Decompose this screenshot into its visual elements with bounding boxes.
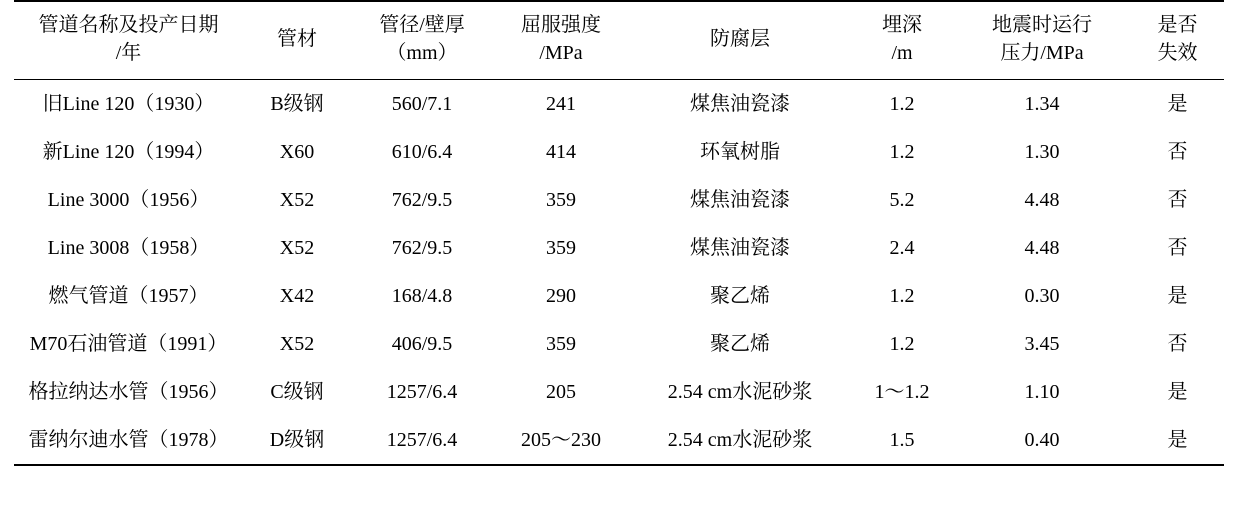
column-header-line2: /m (891, 41, 913, 64)
cell-pipeline-name: 雷纳尔迪水管（1978） (14, 416, 243, 465)
table-row (14, 224, 1224, 272)
cell-burial-depth: 5.2 (889, 189, 915, 212)
cell-material: X60 (279, 141, 315, 164)
cell-material: X42 (279, 285, 315, 308)
table-body (14, 80, 1224, 466)
cell-operating-pressure: 4.48 (1024, 237, 1060, 260)
cell-diameter-thickness: 1257/6.4 (386, 381, 458, 404)
column-header-material (243, 1, 351, 80)
column-header-burial-depth (851, 1, 953, 80)
table-row (14, 368, 1224, 416)
column-header-operating-pressure (953, 1, 1131, 80)
column-header-line2: /MPa (539, 41, 583, 64)
cell-material: D级钢 (243, 416, 351, 465)
column-header-failure (1131, 1, 1224, 80)
cell-operating-pressure: 0.40 (953, 416, 1131, 465)
cell-material: X52 (279, 333, 315, 356)
cell-yield-strength: 359 (546, 333, 576, 356)
table-row (14, 320, 1224, 368)
cell-failure: 否 (1167, 237, 1188, 260)
cell-operating-pressure: 3.45 (1024, 333, 1060, 356)
cell-failure: 否 (1167, 189, 1188, 212)
column-header-line1: 管道名称及投产日期 (38, 14, 219, 36)
cell-pipeline-name: Line 3000（1956） (47, 189, 210, 212)
cell-coating: 2.54 cm水泥砂浆 (667, 381, 813, 404)
cell-operating-pressure: 1.10 (1024, 381, 1060, 404)
column-header-line2: 失效 (1157, 41, 1198, 64)
cell-pipeline-name: Line 3008（1958） (47, 237, 210, 260)
table-header-row (14, 1, 1224, 80)
column-header-yield-strength (493, 1, 629, 80)
cell-burial-depth: 1.2 (889, 93, 915, 116)
cell-burial-depth: 1.5 (851, 416, 953, 465)
cell-burial-depth: 2.4 (889, 237, 915, 260)
column-header-line1: 埋深 (882, 14, 922, 36)
cell-burial-depth: 1.2 (889, 333, 915, 356)
cell-failure: 是 (1131, 416, 1224, 465)
table-row (14, 272, 1224, 320)
cell-pipeline-name: 新Line 120（1994） (42, 141, 215, 164)
table-row (14, 128, 1224, 176)
cell-diameter-thickness: 1257/6.4 (351, 416, 493, 465)
cell-material: C级钢 (270, 381, 324, 404)
cell-material: X52 (279, 237, 315, 260)
cell-pipeline-name: M70石油管道（1991） (29, 333, 228, 356)
cell-operating-pressure: 4.48 (1024, 189, 1060, 212)
column-header-line1: 防腐层 (710, 27, 770, 50)
cell-pipeline-name: 格拉纳达水管（1956） (28, 381, 229, 404)
cell-failure: 是 (1167, 285, 1188, 308)
column-header-coating (629, 1, 851, 80)
cell-yield-strength: 414 (546, 141, 576, 164)
cell-diameter-thickness: 610/6.4 (391, 141, 453, 164)
cell-burial-depth: 1～1.2 (874, 381, 930, 404)
cell-burial-depth: 1.2 (889, 285, 915, 308)
column-header-line1: 屈服强度 (521, 14, 601, 36)
cell-yield-strength: 205 (546, 381, 576, 404)
cell-coating: 聚乙烯 (710, 285, 770, 308)
cell-coating: 煤焦油瓷漆 (690, 93, 790, 116)
table-row (14, 176, 1224, 224)
table-row (14, 416, 1224, 465)
cell-failure: 是 (1167, 93, 1188, 116)
cell-pipeline-name: 旧Line 120（1930） (42, 93, 215, 116)
cell-pipeline-name: 燃气管道（1957） (48, 285, 209, 308)
cell-material: X52 (279, 189, 315, 212)
cell-diameter-thickness: 168/4.8 (391, 285, 453, 308)
cell-yield-strength: 359 (546, 237, 576, 260)
cell-operating-pressure: 1.30 (1024, 141, 1060, 164)
cell-coating: 煤焦油瓷漆 (690, 189, 790, 212)
cell-coating: 煤焦油瓷漆 (690, 237, 790, 260)
cell-material: B级钢 (270, 93, 324, 116)
cell-yield-strength: 241 (546, 93, 576, 116)
cell-diameter-thickness: 406/9.5 (391, 333, 453, 356)
cell-coating: 环氧树脂 (700, 141, 780, 164)
column-header-pipeline-name (14, 1, 243, 80)
table-header (14, 1, 1224, 80)
cell-diameter-thickness: 762/9.5 (391, 189, 453, 212)
table-row (14, 80, 1224, 129)
cell-yield-strength: 290 (546, 285, 576, 308)
pipeline-data-table (14, 0, 1224, 466)
column-header-line1: 管径/壁厚 (379, 14, 465, 36)
cell-failure: 否 (1167, 141, 1188, 164)
column-header-line1: 是否 (1157, 14, 1198, 36)
cell-coating: 聚乙烯 (710, 333, 770, 356)
column-header-line2: （mm） (386, 41, 458, 64)
column-header-diameter-thickness (351, 1, 493, 80)
cell-operating-pressure: 1.34 (1024, 93, 1060, 116)
cell-failure: 是 (1167, 381, 1188, 404)
column-header-line2: 压力/MPa (1000, 41, 1084, 64)
column-header-line1: 管材 (277, 27, 317, 50)
cell-burial-depth: 1.2 (889, 141, 915, 164)
cell-yield-strength: 205～230 (493, 416, 629, 465)
column-header-line2: /年 (115, 41, 142, 64)
cell-failure: 否 (1167, 333, 1188, 356)
cell-operating-pressure: 0.30 (1024, 285, 1060, 308)
cell-yield-strength: 359 (546, 189, 576, 212)
cell-diameter-thickness: 762/9.5 (391, 237, 453, 260)
column-header-line1: 地震时运行 (992, 14, 1092, 36)
cell-coating: 2.54 cm水泥砂浆 (629, 416, 851, 465)
cell-diameter-thickness: 560/7.1 (391, 93, 453, 116)
